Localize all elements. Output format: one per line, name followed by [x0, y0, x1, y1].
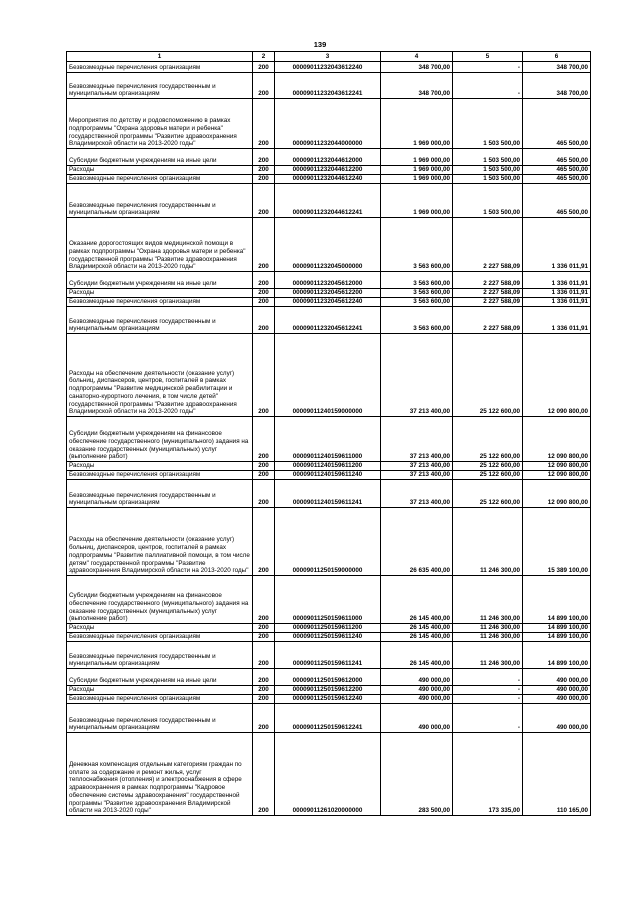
- row-kbk: 00009011240159611241: [275, 480, 381, 508]
- row-amount-col5: 11 246 300,00: [453, 576, 523, 624]
- row-amount-col6: 348 700,00: [523, 73, 591, 99]
- row-amount-col4: 1 969 000,00: [381, 166, 453, 175]
- table-row: [67, 462, 591, 471]
- row-name: Расходы: [67, 289, 253, 298]
- row-amount-col6: 1 336 011,91: [523, 307, 591, 334]
- table-row: [67, 99, 591, 149]
- row-code: 200: [253, 576, 275, 624]
- row-amount-col5: 2 227 588,09: [453, 272, 523, 289]
- row-kbk: 00009011240159000000: [275, 334, 381, 417]
- row-amount-col6: 465 500,00: [523, 184, 591, 218]
- row-name: Субсидии бюджетным учреждениям на финансовое обеспечение государственного (муниципального) задания на оказание государственных (муниципальных) услуг (выполнение работ): [67, 576, 253, 624]
- row-amount-col4: 283 500,00: [381, 733, 453, 816]
- table-row: [67, 166, 591, 175]
- row-amount-col4: 37 213 400,00: [381, 480, 453, 508]
- row-code: 200: [253, 175, 275, 184]
- row-name: Расходы на обеспечение деятельности (оказание услуг) больниц, диспансеров, центров, госпиталей в рамках подпрограммы "Развитие медицинской реабилитации и санаторно-курортного лечения, в том числе детей" государственной программы "Развитие здравоохранения Владимирской области на 2013-2020 годы": [67, 334, 253, 417]
- row-amount-col4: 490 000,00: [381, 669, 453, 686]
- row-amount-col4: 37 213 400,00: [381, 417, 453, 462]
- row-kbk: 00009011232045612241: [275, 307, 381, 334]
- row-amount-col5: 1 503 500,00: [453, 149, 523, 166]
- row-amount-col6: 14 899 100,00: [523, 642, 591, 669]
- table-row: [67, 695, 591, 704]
- row-code: 200: [253, 334, 275, 417]
- row-amount-col4: 490 000,00: [381, 695, 453, 704]
- row-amount-col4: 1 969 000,00: [381, 184, 453, 218]
- row-amount-col4: 37 213 400,00: [381, 334, 453, 417]
- row-code: 200: [253, 704, 275, 733]
- row-amount-col5: 25 122 600,00: [453, 334, 523, 417]
- row-amount-col6: 465 500,00: [523, 166, 591, 175]
- row-amount-col4: 1 969 000,00: [381, 175, 453, 184]
- row-name: Субсидии бюджетным учреждениям на иные цели: [67, 272, 253, 289]
- table-row: [67, 471, 591, 480]
- row-amount-col6: 465 500,00: [523, 149, 591, 166]
- row-kbk: 00009011232044612240: [275, 175, 381, 184]
- row-amount-col6: 348 700,00: [523, 62, 591, 73]
- row-kbk: 00009011232044612200: [275, 166, 381, 175]
- row-kbk: 00009011240159611000: [275, 417, 381, 462]
- row-name: Субсидии бюджетным учреждениям на иные цели: [67, 669, 253, 686]
- row-name: Расходы: [67, 166, 253, 175]
- row-name: Безвозмездные перечисления государственным и муниципальным организациям: [67, 307, 253, 334]
- row-amount-col5: -: [453, 704, 523, 733]
- row-amount-col4: 1 969 000,00: [381, 149, 453, 166]
- row-code: 200: [253, 695, 275, 704]
- row-amount-col5: 25 122 600,00: [453, 417, 523, 462]
- row-amount-col4: 348 700,00: [381, 73, 453, 99]
- row-name: Субсидии бюджетным учреждениям на финансовое обеспечение государственного (муниципального) задания на оказание государственных (муниципальных) услуг (выполнение работ): [67, 417, 253, 462]
- table-row: [67, 307, 591, 334]
- row-code: 200: [253, 669, 275, 686]
- row-name: Расходы: [67, 462, 253, 471]
- row-kbk: 00009011240159611240: [275, 471, 381, 480]
- table-row: [67, 624, 591, 633]
- row-code: 200: [253, 218, 275, 272]
- row-kbk: 00009011250159612240: [275, 695, 381, 704]
- row-kbk: 00009011232045612240: [275, 298, 381, 307]
- row-amount-col5: 25 122 600,00: [453, 480, 523, 508]
- row-code: 200: [253, 642, 275, 669]
- row-amount-col4: 1 969 000,00: [381, 99, 453, 149]
- row-code: 200: [253, 289, 275, 298]
- row-amount-col5: 11 246 300,00: [453, 633, 523, 642]
- row-amount-col5: 1 503 500,00: [453, 99, 523, 149]
- row-name: Безвозмездные перечисления организациям: [67, 175, 253, 184]
- row-amount-col6: 1 336 011,91: [523, 218, 591, 272]
- table-row: [67, 480, 591, 508]
- row-code: 200: [253, 166, 275, 175]
- row-amount-col5: -: [453, 695, 523, 704]
- row-amount-col6: 12 090 800,00: [523, 417, 591, 462]
- table-row: [67, 334, 591, 417]
- row-amount-col5: 25 122 600,00: [453, 462, 523, 471]
- row-name: Расходы на обеспечение деятельности (оказание услуг) больниц, диспансеров, центров, госпиталей в рамках подпрограммы "Развитие паллиативной помощи, в том числе детям" государственной программы "Развитие здравоохранения Владимирской области на 2013-2020 годы": [67, 508, 253, 576]
- row-amount-col5: 2 227 588,09: [453, 289, 523, 298]
- table-row: [67, 733, 591, 816]
- row-amount-col5: 11 246 300,00: [453, 642, 523, 669]
- row-kbk: 00009011250159612200: [275, 686, 381, 695]
- row-amount-col4: 26 145 400,00: [381, 624, 453, 633]
- row-name: Субсидии бюджетным учреждениям на иные цели: [67, 149, 253, 166]
- row-amount-col4: 490 000,00: [381, 704, 453, 733]
- row-kbk: 00009011232043612240: [275, 62, 381, 73]
- row-amount-col5: 2 227 588,09: [453, 218, 523, 272]
- row-name: Безвозмездные перечисления организациям: [67, 695, 253, 704]
- row-code: 200: [253, 462, 275, 471]
- row-amount-col4: 37 213 400,00: [381, 471, 453, 480]
- row-amount-col6: 110 165,00: [523, 733, 591, 816]
- row-name: Безвозмездные перечисления организациям: [67, 62, 253, 73]
- row-name: Безвозмездные перечисления государственным и муниципальным организациям: [67, 642, 253, 669]
- row-kbk: 00009011232044612000: [275, 149, 381, 166]
- col-header-5: 5: [453, 52, 523, 62]
- row-amount-col4: 3 563 600,00: [381, 218, 453, 272]
- row-amount-col5: 173 335,00: [453, 733, 523, 816]
- row-name: Безвозмездные перечисления организациям: [67, 633, 253, 642]
- row-kbk: 00009011232045612200: [275, 289, 381, 298]
- row-name: Денежная компенсация отдельным категориям граждан по оплате за содержание и ремонт жилья, услуг теплоснабжения (отопления) и электроснабжения в сфере здравоохранения в рамках подпрограммы "Кадровое обеспечение системы здравоохранения" государственной программы "Развитие здравоохранения Владимирской области на 2013-2020 годы": [67, 733, 253, 816]
- table-row: [67, 73, 591, 99]
- row-code: 200: [253, 307, 275, 334]
- row-amount-col5: 25 122 600,00: [453, 471, 523, 480]
- row-amount-col6: 14 899 100,00: [523, 633, 591, 642]
- table-row: [67, 508, 591, 576]
- col-header-6: 6: [523, 52, 591, 62]
- row-amount-col5: 1 503 500,00: [453, 175, 523, 184]
- row-name: Оказание дорогостоящих видов медицинской помощи в рамках подпрограммы "Охрана здоровья матери и ребенка" государственной программы "Развитие здравоохранения Владимирской области на 2013-2020 годы": [67, 218, 253, 272]
- row-name: Безвозмездные перечисления государственным и муниципальным организациям: [67, 73, 253, 99]
- row-kbk: 00009011232044612241: [275, 184, 381, 218]
- row-code: 200: [253, 471, 275, 480]
- table-row: [67, 175, 591, 184]
- row-kbk: 00009011232043612241: [275, 73, 381, 99]
- row-code: 200: [253, 62, 275, 73]
- row-amount-col6: 12 090 800,00: [523, 471, 591, 480]
- row-name: Расходы: [67, 686, 253, 695]
- row-code: 200: [253, 508, 275, 576]
- row-amount-col6: 490 000,00: [523, 695, 591, 704]
- row-kbk: 00009011232045612000: [275, 272, 381, 289]
- row-name: Безвозмездные перечисления государственным и муниципальным организациям: [67, 480, 253, 508]
- table-row: [67, 218, 591, 272]
- row-kbk: 00009011232045000000: [275, 218, 381, 272]
- row-kbk: 00009011250159612241: [275, 704, 381, 733]
- table-row: [67, 184, 591, 218]
- row-kbk: 00009011250159611000: [275, 576, 381, 624]
- row-kbk: 00009011250159611241: [275, 642, 381, 669]
- row-amount-col5: 2 227 588,09: [453, 298, 523, 307]
- row-code: 200: [253, 633, 275, 642]
- table-row: [67, 633, 591, 642]
- table-row: [67, 704, 591, 733]
- page-number: 139: [313, 40, 327, 49]
- row-code: 200: [253, 686, 275, 695]
- row-amount-col6: 14 899 100,00: [523, 624, 591, 633]
- row-amount-col5: -: [453, 669, 523, 686]
- row-amount-col6: 12 090 800,00: [523, 480, 591, 508]
- row-amount-col5: 11 246 300,00: [453, 624, 523, 633]
- row-amount-col5: 11 246 300,00: [453, 508, 523, 576]
- header-row: [67, 52, 591, 62]
- row-kbk: 00009011250159000000: [275, 508, 381, 576]
- row-amount-col6: 465 500,00: [523, 99, 591, 149]
- col-header-4: 4: [381, 52, 453, 62]
- row-amount-col4: 3 563 600,00: [381, 307, 453, 334]
- table-row: [67, 669, 591, 686]
- row-name: Безвозмездные перечисления государственным и муниципальным организациям: [67, 184, 253, 218]
- row-amount-col5: -: [453, 62, 523, 73]
- row-kbk: 00009011261020000000: [275, 733, 381, 816]
- row-amount-col4: 26 145 400,00: [381, 576, 453, 624]
- row-code: 200: [253, 272, 275, 289]
- row-kbk: 00009011250159612000: [275, 669, 381, 686]
- row-amount-col6: 15 389 100,00: [523, 508, 591, 576]
- row-amount-col6: 1 336 011,91: [523, 272, 591, 289]
- col-header-2: 2: [253, 52, 275, 62]
- row-code: 200: [253, 99, 275, 149]
- row-code: 200: [253, 624, 275, 633]
- table-row: [67, 642, 591, 669]
- row-amount-col4: 26 635 400,00: [381, 508, 453, 576]
- row-name: Безвозмездные перечисления организациям: [67, 471, 253, 480]
- row-amount-col6: 1 336 011,91: [523, 298, 591, 307]
- row-name: Безвозмездные перечисления государственным и муниципальным организациям: [67, 704, 253, 733]
- row-name: Мероприятия по детству и родовспоможению в рамках подпрограммы "Охрана здоровья матери и ребенка" государственной программы "Развитие здравоохранения Владимирской области на 2013-2020 годы": [67, 99, 253, 149]
- row-code: 200: [253, 417, 275, 462]
- row-amount-col4: 490 000,00: [381, 686, 453, 695]
- row-amount-col5: 2 227 588,09: [453, 307, 523, 334]
- row-amount-col4: 348 700,00: [381, 62, 453, 73]
- row-amount-col6: 490 000,00: [523, 669, 591, 686]
- row-kbk: 00009011250159611200: [275, 624, 381, 633]
- row-code: 200: [253, 733, 275, 816]
- row-code: 200: [253, 184, 275, 218]
- row-amount-col5: 1 503 500,00: [453, 166, 523, 175]
- row-amount-col4: 26 145 400,00: [381, 633, 453, 642]
- row-amount-col4: 37 213 400,00: [381, 462, 453, 471]
- col-header-3: 3: [275, 52, 381, 62]
- table-row: [67, 686, 591, 695]
- row-amount-col6: 465 500,00: [523, 175, 591, 184]
- row-amount-col6: 490 000,00: [523, 704, 591, 733]
- row-kbk: 00009011250159611240: [275, 633, 381, 642]
- table-row: [67, 298, 591, 307]
- table-row: [67, 62, 591, 73]
- row-code: 200: [253, 73, 275, 99]
- table-row: [67, 149, 591, 166]
- row-amount-col4: 3 563 600,00: [381, 289, 453, 298]
- table-row: [67, 576, 591, 624]
- row-name: Расходы: [67, 624, 253, 633]
- row-amount-col5: -: [453, 686, 523, 695]
- row-code: 200: [253, 298, 275, 307]
- table-row: [67, 272, 591, 289]
- row-amount-col6: 12 090 800,00: [523, 462, 591, 471]
- row-amount-col6: 1 336 011,91: [523, 289, 591, 298]
- row-amount-col5: 1 503 500,00: [453, 184, 523, 218]
- row-amount-col6: 490 000,00: [523, 686, 591, 695]
- row-name: Безвозмездные перечисления организациям: [67, 298, 253, 307]
- table-row: [67, 417, 591, 462]
- row-amount-col4: 3 563 600,00: [381, 298, 453, 307]
- row-kbk: 00009011232044000000: [275, 99, 381, 149]
- row-kbk: 00009011240159611200: [275, 462, 381, 471]
- table-row: [67, 289, 591, 298]
- row-amount-col6: 14 899 100,00: [523, 576, 591, 624]
- row-code: 200: [253, 480, 275, 508]
- budget-table: [66, 51, 591, 816]
- row-code: 200: [253, 149, 275, 166]
- row-amount-col6: 12 090 800,00: [523, 334, 591, 417]
- row-amount-col4: 26 145 400,00: [381, 642, 453, 669]
- row-amount-col5: -: [453, 73, 523, 99]
- col-header-1: 1: [67, 52, 253, 62]
- row-amount-col4: 3 563 600,00: [381, 272, 453, 289]
